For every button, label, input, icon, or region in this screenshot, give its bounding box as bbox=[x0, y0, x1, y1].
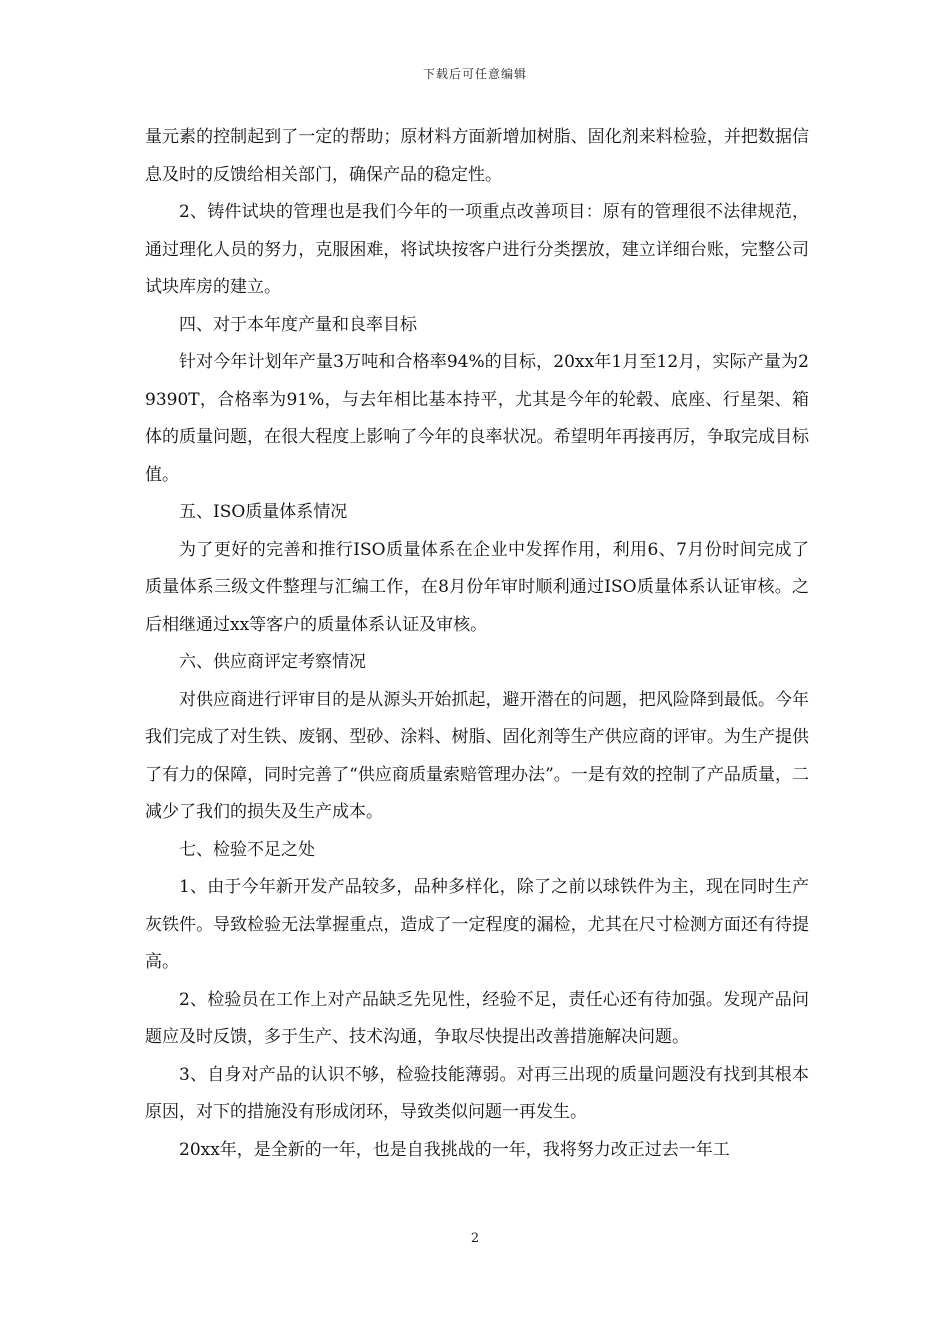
section-heading-7: 七、检验不足之处 bbox=[179, 839, 315, 860]
section-heading-5: 五、ISO质量体系情况 bbox=[179, 502, 348, 522]
paragraph-13: 20xx年，是全新的一年，也是自我挑战的一年，我将努力改正过去一年工 bbox=[179, 1139, 730, 1160]
paragraph-1: 量元素的控制起到了一定的帮助；原材料方面新增加树脂、固化剂来料检验，并把数据信息及时的反馈给相关部门，确保产品的稳定性。 bbox=[145, 127, 809, 185]
paragraph-2: 2、铸件试块的管理也是我们今年的一项重点改善项目：原有的管理很不法律规范，通过理化人员的努力，克服困难，将试块按客户进行分类摆放，建立详细台账，完整公司试块库房的建立。 bbox=[145, 202, 809, 297]
page-number: 2 bbox=[470, 1231, 480, 1246]
section-heading-6: 六、供应商评定考察情况 bbox=[179, 652, 366, 672]
section-heading-4: 四、对于本年度产量和良率目标 bbox=[179, 314, 417, 335]
paragraph-11: 2、检验员在工作上对产品缺乏先见性，经验不足，责任心还有待加强。发现产品问题应及时反馈，多于生产、技术沟通，争取尽快提出改善措施解决问题。 bbox=[145, 989, 809, 1047]
paragraph-4: 针对今年计划年产量3万吨和合格率94%的目标，20xx年1月至12月，实际产量为29390T，合格率为91%，与去年相比基本持平，尤其是今年的轮毂、底座、行星架、箱体的质量问题，在很大程度上影响了今年的良率状况。希望明年再接再厉，争取完成目标值。 bbox=[145, 352, 809, 485]
paragraph-6: 为了更好的完善和推行ISO质量体系在企业中发挥作用，利用6、7月份时间完成了质量体系三级文件整理与汇编工作，在8月份年审时顺利通过ISO质量体系认证审核。之后相继通过xx等客户的质量体系认证及审核。 bbox=[145, 539, 809, 635]
paragraph-12: 3、自身对产品的认识不够，检验技能薄弱。对再三出现的质量问题没有找到其根本原因，对下的措施没有形成闭环，导致类似问题一再发生。 bbox=[145, 1064, 809, 1122]
page-header: 下载后可任意编辑 bbox=[422, 67, 527, 81]
paragraph-8: 对供应商进行评审目的是从源头开始抓起，避开潜在的问题，把风险降到最低。今年我们完成了对生铁、废钢、型砂、涂料、树脂、固化剂等生产供应商的评审。为生产提供了有力的保障，同时完善了“供应商质量索赔管理办法”。一是有效的控制了产品质量，二减少了我们的损失及生产成本。 bbox=[145, 689, 809, 822]
paragraph-10: 1、由于今年新开发产品较多，品种多样化，除了之前以球铁件为主，现在同时生产灰铁件。导致检验无法掌握重点，造成了一定程度的漏检，尤其在尺寸检测方面还有待提高。 bbox=[145, 877, 809, 972]
document-body bbox=[145, 119, 809, 1169]
